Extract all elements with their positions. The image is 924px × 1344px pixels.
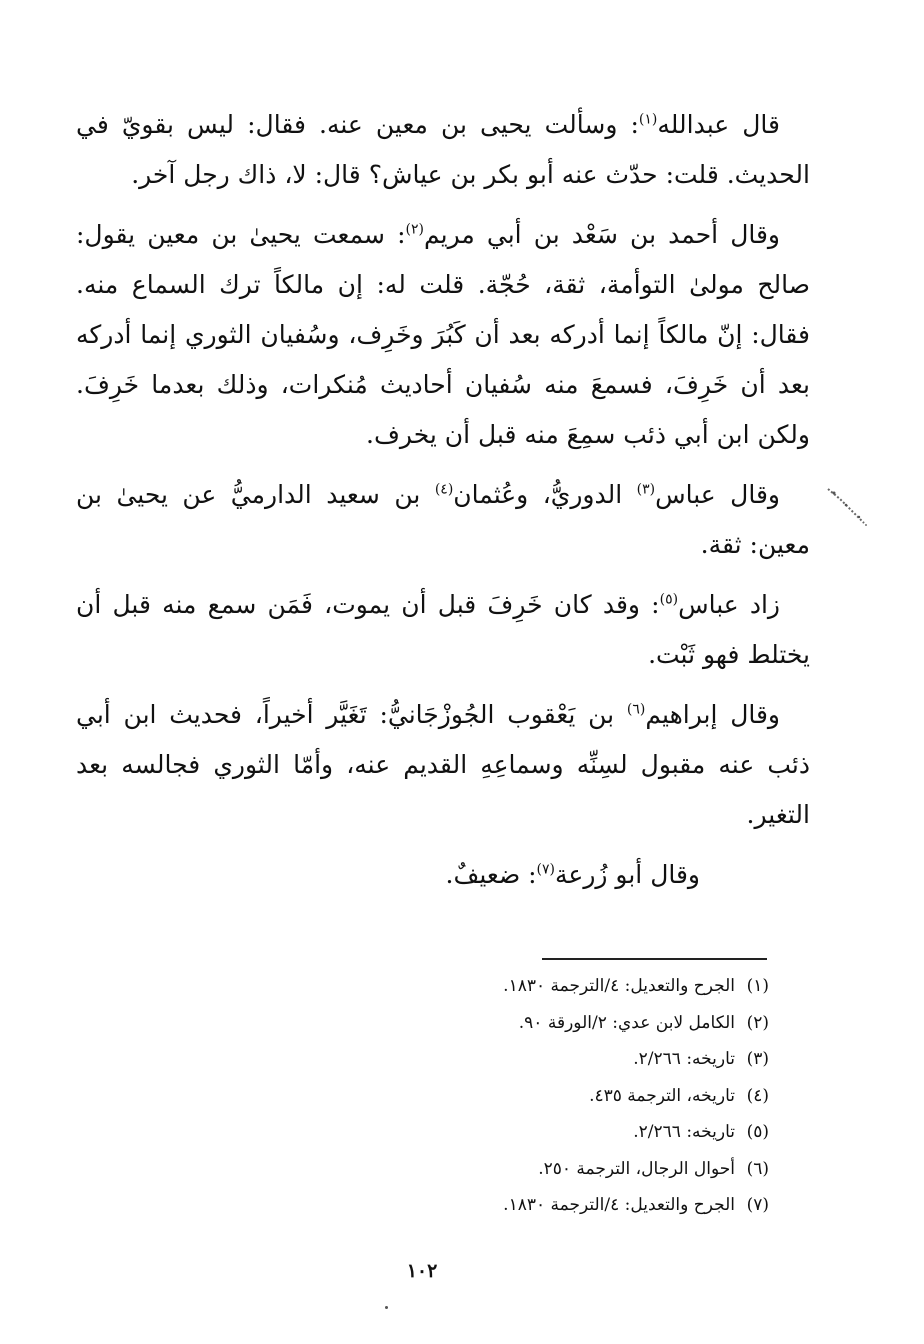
footnote-ref: (١) [638,111,658,128]
footnote-text: الجرح والتعديل: ٤/الترجمة ١٨٣٠. [503,976,735,996]
footnote-text: الكامل لابن عدي: ٢/الورقة ٩٠. [518,1012,735,1033]
text: وقال إبراهيم [645,700,780,729]
footnote-ref: (٤) [434,481,454,498]
text: : وقد كان خَرِفَ قبل أن يموت، فَمَن سمع منه قبل أن يختلط فهو ثَبْت. [76,590,810,669]
footnote-1 [209,968,769,1005]
text: : وسألت يحيى بن معين عنه. فقال: ليس بقويّ في الحديث. قلت: حدّث عنه أبو بكر بن عياش؟ قال: لا، ذاك رجل آخر. [76,110,810,189]
text: الدوريُّ، وعُثمان [453,480,637,509]
paragraph-1 [76,100,810,200]
footnote-number: (٧) [746,1195,769,1215]
footnote-4 [209,1078,769,1115]
scan-speck [826,487,872,533]
text: زاد عباس [678,590,780,619]
text: وقال عباس [655,480,780,509]
footnote-number: (٤) [746,1085,769,1106]
footnote-2 [209,1005,769,1042]
footnotes [209,968,769,1224]
text: بن يَعْقوب الجُوزْجَانيُّ: تَغَيَّر أخيراً، فحديث ابن أبي ذئب عنه مقبول لسِنِّه وسماعِهِ القديم عنه، وأمّا الثوري فجالسه بعد التغير. [76,700,810,829]
footnote-7 [209,1187,769,1224]
main-text [76,100,810,910]
text: وقال أبو زُرعة [555,860,700,889]
footnote-number: (١) [746,976,769,996]
footnote-separator [542,958,767,960]
footnote-text: الجرح والتعديل: ٤/الترجمة ١٨٣٠. [503,1195,735,1215]
scan-dot [385,1306,388,1309]
text: : ضعيفٌ. [445,860,537,889]
footnote-3 [209,1041,769,1078]
footnote-text: تاريخه، الترجمة ٤٣٥. [589,1085,735,1106]
footnote-number: (٦) [746,1158,769,1179]
footnote-5 [209,1114,769,1151]
text: وقال أحمد بن سَعْد بن أبي مريم [424,220,781,249]
text: بن سعيد الدارميُّ عن يحيىٰ بن معين: ثقة. [76,480,810,559]
footnote-ref: (٣) [636,481,656,498]
footnote-number: (٢) [746,1012,769,1033]
paragraph-3 [76,470,810,570]
paragraph-4 [76,580,810,680]
paragraph-6 [76,850,810,900]
paragraph-5 [76,690,810,840]
footnote-text: تاريخه: ٢/٢٦٦. [633,1122,735,1142]
footnote-ref: (٥) [659,591,679,608]
footnote-text: أحوال الرجال، الترجمة ٢٥٠. [538,1158,735,1179]
footnote-6 [209,1151,769,1188]
text: : سمعت يحيىٰ بن معين يقول: صالح مولىٰ التوأمة، ثقة، حُجّة. قلت له: إن مالكاً ترك السماع منه. فقال: إنّ مالكاً إنما أدركه بعد أن كَبُرَ وخَرِف، وسُفيان الثوري إنما أدركه بعد أن خَرِفَ، فسمعَ منه سُفيان أحاديث مُنكرات، وذلك بعدما خَرِفَ. ولكن ابن أبي ذئب سمِعَ منه قبل أن يخرف. [76,220,810,449]
footnote-number: (٣) [746,1049,769,1069]
paragraph-2 [76,210,810,460]
page-number: ١٠٢ [406,1260,438,1282]
footnote-ref: (٢) [405,221,424,238]
footnote-ref: (٦) [626,701,646,718]
footnote-ref: (٧) [536,861,556,878]
footnote-text: تاريخه: ٢/٢٦٦. [633,1049,735,1069]
text: قال عبدالله [657,110,780,139]
footnote-number: (٥) [746,1122,769,1142]
